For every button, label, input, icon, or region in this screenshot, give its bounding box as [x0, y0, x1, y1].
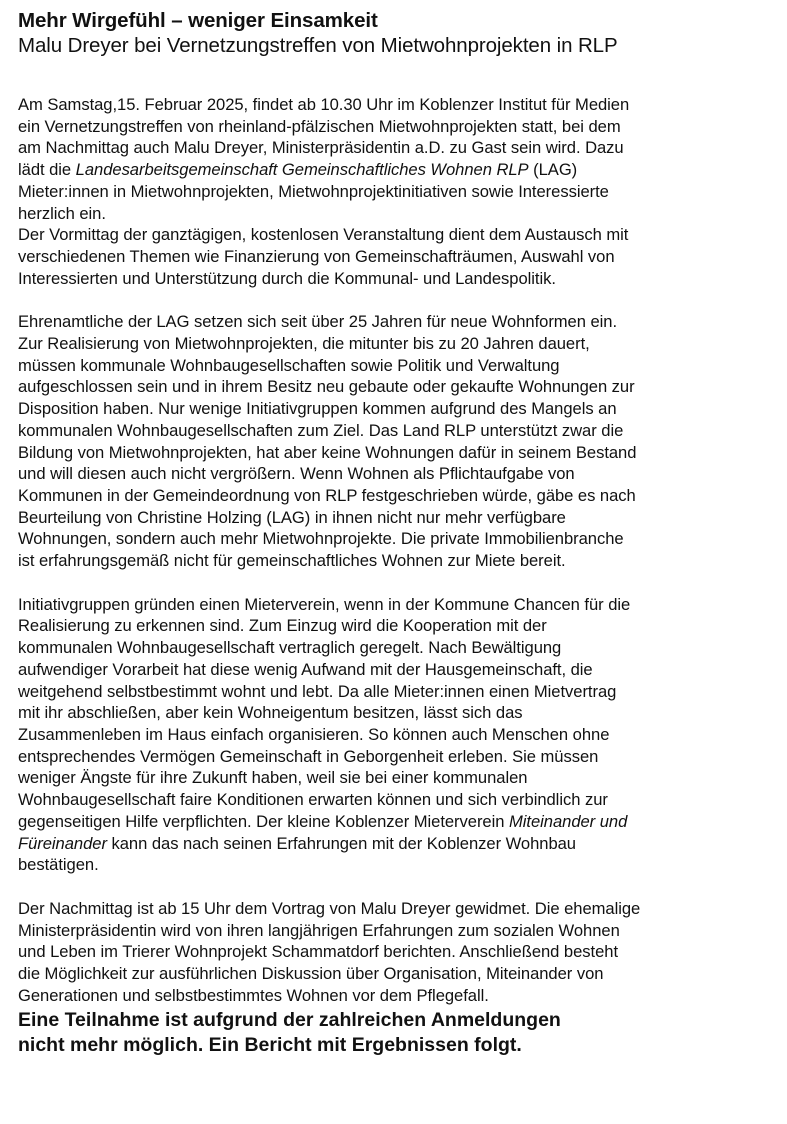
text-line: kommunalen Wohnbaugesellschaft vertraglich geregelt. Nach Bewältigung: [18, 638, 562, 658]
text-line: weniger Ängste für ihre Zukunft haben, weil sie bei einer kommunalen: [18, 768, 528, 788]
text-line: die Möglichkeit zur ausführlichen Diskussion über Organisation, Miteinander von: [18, 964, 604, 984]
text-line: nicht mehr möglich. Ein Bericht mit Ergebnissen folgt.: [18, 1034, 522, 1057]
text-segment: lädt die: [18, 160, 76, 180]
text-line: entsprechendes Vermögen Gemeinschaft in Geborgenheit erleben. Sie müssen: [18, 746, 599, 766]
text-line: [18, 159, 769, 181]
text-line: aufgeschlossen sein und in ihrem Besitz neu gebaute oder gekaufte Wohnungen zur: [18, 377, 635, 397]
initiative-paragraph: [18, 594, 769, 876]
text-line: Mieter:innen in Mietwohnprojekten, Mietwohnprojektinitiativen sowie Interessierte: [18, 181, 609, 201]
association-name: Füreinander: [18, 833, 107, 853]
text-line: und will diesen auch nicht vergrößern. Wenn Wohnen als Pflichtaufgabe von: [18, 464, 575, 484]
text-line: aufwendiger Vorarbeit hat diese wenig Aufwand mit der Hausgemeinschaft, die: [18, 659, 593, 679]
afternoon-paragraph: [18, 898, 769, 1007]
text-line: ist erfahrungsgemäß nicht für gemeinschaftliches Wohnen zur Miete bereit.: [18, 551, 566, 571]
text-line: verschiedenen Themen wie Finanzierung von Gemeinschafträumen, Auswahl von: [18, 246, 615, 266]
lag-paragraph: [18, 311, 769, 571]
closing-notice: [18, 1008, 769, 1058]
text-line: Ehrenamtliche der LAG setzen sich seit über 25 Jahren für neue Wohnformen ein.: [18, 312, 618, 332]
text-segment: (LAG): [528, 160, 578, 180]
text-line: müssen kommunale Wohnbaugesellschaften sowie Politik und Verwaltung: [18, 355, 560, 375]
organization-name: Landesarbeitsgemeinschaft Gemeinschaftliches Wohnen RLP: [75, 160, 529, 180]
text-line: Wohnbaugesellschaft faire Konditionen erwarten können und sich verbindlich zur: [18, 790, 608, 810]
text-line: Interessierten und Unterstützung durch die Kommunal- und Landespolitik.: [18, 268, 556, 288]
page-subtitle: Malu Dreyer bei Vernetzungstreffen von Mietwohnprojekten in RLP: [18, 34, 618, 57]
text-line: Disposition haben. Nur wenige Initiativgruppen kommen aufgrund des Mangels an: [18, 399, 617, 419]
text-line: Am Samstag,15. Februar 2025, findet ab 10.30 Uhr im Koblenzer Institut für Medien: [18, 95, 630, 114]
text-line: Eine Teilnahme ist aufgrund der zahlreichen Anmeldungen: [18, 1009, 561, 1032]
text-line: Kommunen in der Gemeindeordnung von RLP festgeschrieben würde, gäbe es nach: [18, 485, 636, 505]
text-line: herzlich ein.: [18, 203, 106, 223]
text-line: Zur Realisierung von Mietwohnprojekten, die mitunter bis zu 20 Jahren dauert,: [18, 334, 590, 354]
text-line: und Leben im Trierer Wohnprojekt Schammatdorf berichten. Anschließend besteht: [18, 942, 618, 962]
text-segment: gegenseitigen Hilfe verpflichten. Der kleine Koblenzer Mieterverein: [18, 811, 509, 831]
text-line: bestätigen.: [18, 855, 99, 875]
text-line: Generationen und selbstbestimmtes Wohnen vor dem Pflegefall.: [18, 985, 489, 1005]
intro-paragraph: [18, 94, 769, 289]
text-line: Ministerpräsidentin wird von ihren langjährigen Erfahrungen zum sozialen Wohnen: [18, 920, 620, 940]
text-line: Der Vormittag der ganztägigen, kostenlosen Veranstaltung dient dem Austausch mit: [18, 225, 629, 245]
page-title: Mehr Wirgefühl – weniger Einsamkeit: [18, 9, 378, 32]
text-line: Bildung von Mietwohnprojekten, hat aber keine Wohnungen dafür in seinem Bestand: [18, 442, 637, 462]
text-line: Der Nachmittag ist ab 15 Uhr dem Vortrag von Malu Dreyer gewidmet. Die ehemalige: [18, 898, 641, 918]
text-line: Wohnungen, sondern auch mehr Mietwohnprojekte. Die private Immobilienbranche: [18, 529, 624, 549]
text-line: ein Vernetzungstreffen von rheinland-pfälzischen Mietwohnprojekten statt, bei dem: [18, 116, 621, 136]
text-line: weitgehend selbstbestimmt wohnt und lebt. Da alle Mieter:innen einen Mietvertrag: [18, 681, 617, 701]
text-line: Zusammenleben im Haus einfach organisieren. So können auch Menschen ohne: [18, 724, 610, 744]
text-line: am Nachmittag auch Malu Dreyer, Ministerpräsidentin a.D. zu Gast sein wird. Dazu: [18, 138, 624, 158]
text-line: Initiativgruppen gründen einen Mieterverein, wenn in der Kommune Chancen für die: [18, 594, 631, 614]
association-name: Miteinander und: [509, 811, 628, 831]
text-line: mit ihr abschließen, aber kein Wohneigentum besitzen, lässt sich das: [18, 703, 523, 723]
text-line: Beurteilung von Christine Holzing (LAG) in ihnen nicht nur mehr verfügbare: [18, 507, 566, 527]
text-line: [18, 833, 769, 855]
text-line: kommunalen Wohnbaugesellschaften zum Ziel. Das Land RLP unterstützt zwar die: [18, 420, 624, 440]
text-line: [18, 811, 769, 833]
text-line: Realisierung zu erkennen sind. Zum Einzug wird die Kooperation mit der: [18, 616, 547, 636]
text-segment: kann das nach seinen Erfahrungen mit der Koblenzer Wohnbau: [106, 833, 576, 853]
